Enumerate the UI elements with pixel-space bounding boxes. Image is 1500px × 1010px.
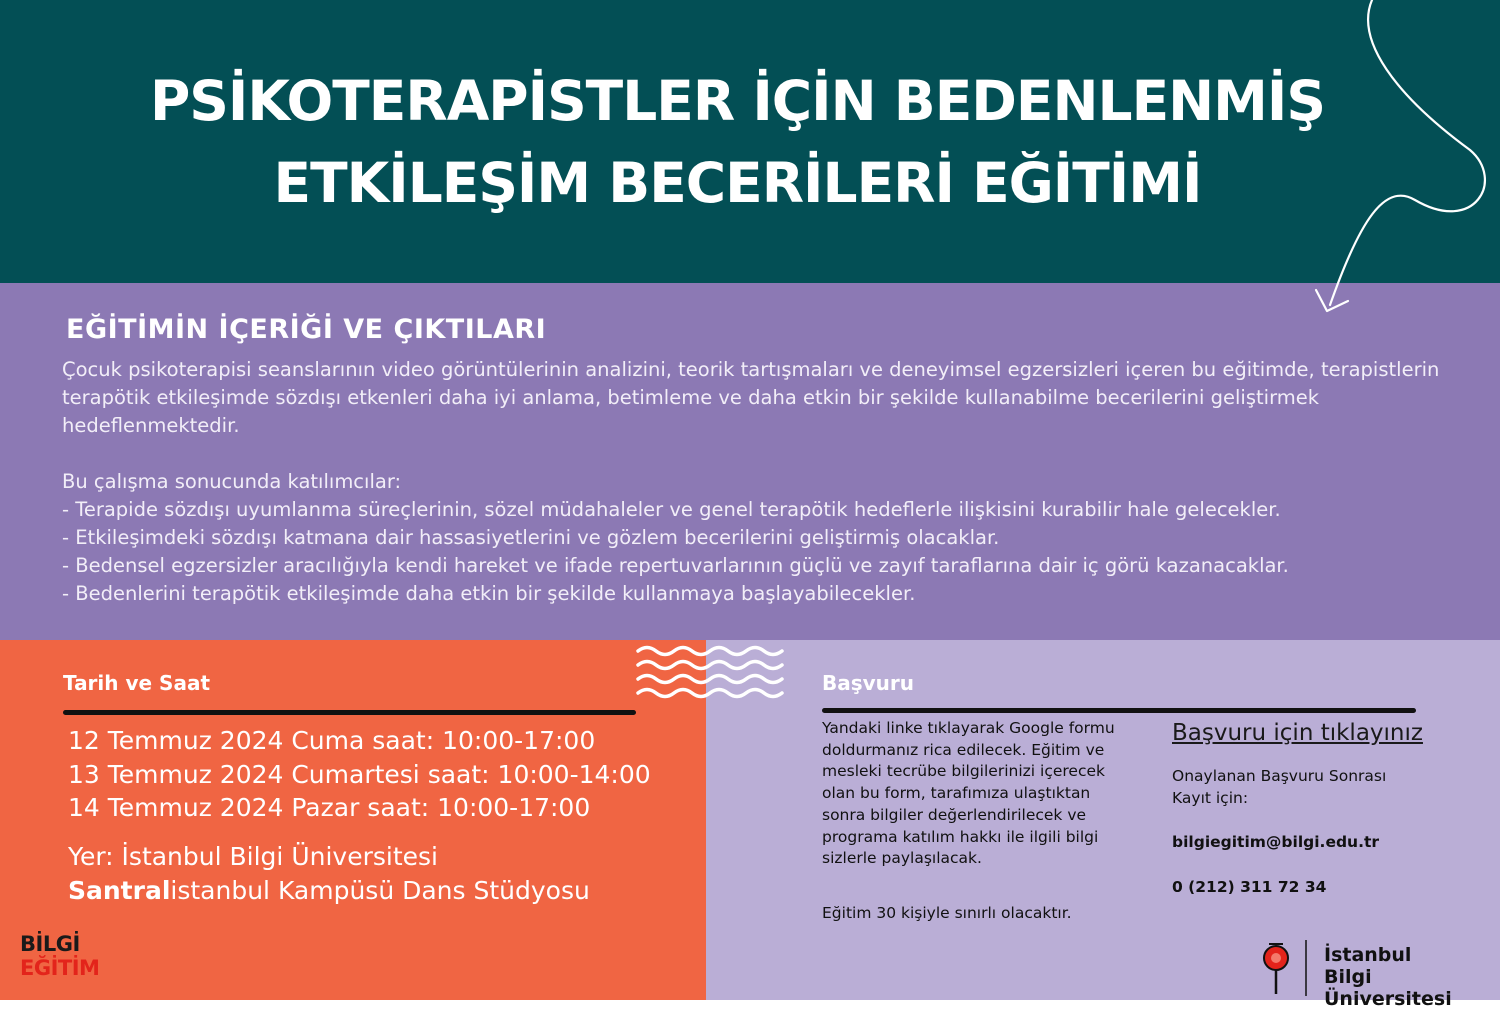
- university-name-line-2: Bilgi Üniversitesi: [1324, 966, 1452, 1010]
- application-section: [706, 640, 1500, 1010]
- registration-label: Onaylanan Başvuru Sonrası Kayıt için:: [1172, 767, 1387, 807]
- outcome-item: - Etkileşimdeki sözdışı katmana dair hassasiyetlerini ve gözlem becerilerini geliştirmiş olacaklar.: [62, 526, 1000, 549]
- date-list: [68, 724, 651, 825]
- outcome-item: - Bedensel egzersizler aracılığıyla kendi hareket ve ifade repertuvarlarının güçlü ve zayıf taraflarına dair iç görü kazanacaklar.: [62, 554, 1289, 577]
- title-line-2: ETKİLEŞİM BECERİLERİ EĞİTİMİ: [273, 151, 1202, 215]
- location-venue-rest: istanbul Kampüsü Dans Stüdyosu: [170, 876, 590, 905]
- content-intro: Çocuk psikoterapisi seanslarının video görüntülerinin analizini, teorik tartışmaları ve deneyimsel egzersizleri içeren bu eğitimde, terapistlerin terapötik etkileşimde sözdışı etkenleri daha iyi anlama, betimleme ve daha etkin bir şekilde kullanabilme becerilerini geliştirmek hedeflenmektedir.: [62, 358, 1440, 437]
- wave-lines-icon: [636, 643, 786, 703]
- location-venue-bold: Santral: [68, 876, 171, 905]
- date-item: 12 Temmuz 2024 Cuma saat: 10:00-17:00: [68, 726, 596, 755]
- apply-link[interactable]: Başvuru için tıklayınız: [1172, 720, 1423, 746]
- outcome-item: - Bedenlerini terapötik etkileşimde daha etkin bir şekilde kullanmaya başlayabilecekler.: [62, 582, 916, 605]
- bilgi-egitim-logo-line-2: EĞİTİM: [20, 956, 100, 980]
- outcomes-intro: Bu çalışma sonucunda katılımcılar:: [62, 470, 402, 493]
- location-line: Yer: İstanbul Bilgi Üniversitesi: [68, 842, 438, 871]
- university-name: [1324, 944, 1500, 1010]
- date-item: 13 Temmuz 2024 Cumartesi saat: 10:00-14:00: [68, 759, 651, 789]
- schedule-heading: Tarih ve Saat: [63, 671, 211, 695]
- outcomes-list: [62, 468, 1462, 608]
- contact-email[interactable]: bilgiegitim@bilgi.edu.tr: [1172, 833, 1380, 851]
- application-heading: Başvuru: [822, 671, 915, 695]
- bilgi-egitim-logo-line-1: BİLGİ: [20, 932, 80, 956]
- bilgi-egitim-logo: [20, 932, 99, 980]
- university-logo: [1260, 938, 1500, 1010]
- location: [68, 840, 590, 908]
- bilgi-emblem-icon: [1260, 938, 1320, 998]
- schedule-divider: [63, 710, 636, 715]
- curved-arrow-icon: [1300, 0, 1500, 330]
- location-venue: [68, 874, 590, 908]
- header-banner: [0, 0, 1500, 283]
- outcome-item: - Terapide sözdışı uyumlanma süreçlerinin, sözel müdahaleler ve genel terapötik hedeflerle ilişkisini kurabilir hale gelecekler.: [62, 498, 1281, 521]
- application-divider: [822, 708, 1416, 713]
- application-description: Yandaki linke tıklayarak Google formu doldurmanız rica edilecek. Eğitim ve mesleki tecrübe bilgilerinizi içerecek olan bu form, tarafımıza ulaştıktan sonra bilgiler değerlendirilecek ve programa katılım hakkı ile ilgili bilgi sizlerle paylaşılacak.: [822, 719, 1115, 868]
- date-item: 14 Temmuz 2024 Pazar saat: 10:00-17:00: [68, 793, 591, 822]
- content-heading: EĞİTİMİN İÇERİĞİ VE ÇIKTILARI: [66, 314, 547, 345]
- contact-phone: 0 (212) 311 72 34: [1172, 878, 1327, 896]
- title-line-1: PSİKOTERAPİSTLER İÇİN BEDENLENMİŞ: [150, 69, 1325, 133]
- page-title: [0, 60, 1475, 224]
- content-section: [0, 283, 1500, 640]
- university-name-line-1: İstanbul: [1324, 944, 1412, 966]
- schedule-section: [0, 640, 706, 1000]
- capacity-note: Eğitim 30 kişiyle sınırlı olacaktır.: [822, 904, 1072, 922]
